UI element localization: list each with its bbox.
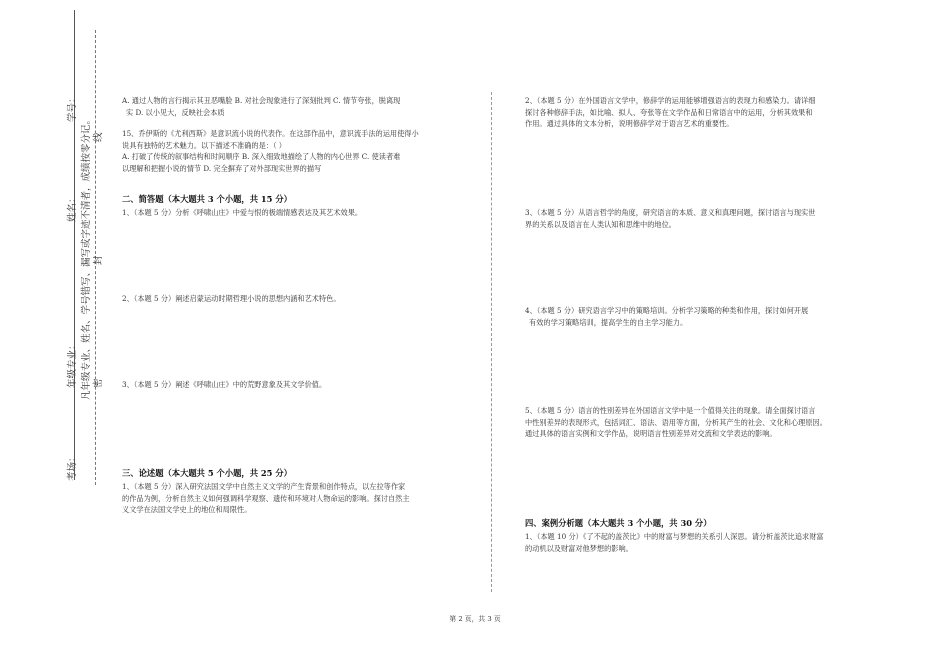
label-xingming: 姓名： (67, 193, 78, 222)
column-divider (491, 92, 492, 592)
section-4-heading: 四、案例分析题（本大题共 3 个小题，共 30 分） (525, 518, 712, 528)
section-2-heading: 二、简答题（本大题共 3 个小题，共 15 分） (122, 194, 292, 204)
binding-instruction: 凡年级专业、姓名、学号错写、漏写或字迹不清者，成绩按零分记。 (81, 114, 92, 400)
question-14-options: A. 通过人物的言行揭示其丑恶嘴脸 B. 对社会现象进行了深刻批判 C. 情节夸张，脱离现 实 D. 以小见大，反映社会本质 (122, 96, 401, 117)
section-4-question-1: 1、（本题 10 分）《了不起的盖茨比》中的财富与梦想的关系引人深思。请分析盖茨比追求财富 的动机以及财富对他梦想的影响。 (525, 532, 824, 553)
question-5: 5、（本题 5 分）语言的性别差异在外国语言文学中是一个值得关注的现象。请全面探讨语言 中性别差异的表现形式，包括词汇、语法、语用等方面，分析其产生的社会、文化和心理原因。 通过具体的语言实例和文学作品，说明语言性别差异对交流和文学表达的影响。 (525, 406, 827, 438)
seal-char-feng: 封 (93, 255, 104, 265)
page-footer: 第 2 页，共 3 页 (449, 615, 501, 623)
section-3-question-1: 1、（本题 5 分）深入研究法国文学中自然主义文学的产生背景和创作特点，以左拉等作家 的作品为例，分析自然主义如何强调科学观察、遗传和环境对人物命运的影响。探讨自然主 义文学在法国文学史上的地位和局限性。 (122, 482, 410, 514)
label-xuehao: 学号： (67, 93, 78, 122)
binding-margin (0, 0, 110, 672)
seal-char-mi: 密 (93, 378, 104, 388)
label-nianji: 年级专业： (67, 340, 78, 388)
label-kaochang: 考场： (67, 452, 78, 481)
question-15: 15、乔伊斯的《尤利西斯》是意识流小说的代表作。在这部作品中，意识流手法的运用使得小 说具有独特的艺术魅力。以下描述不准确的是：（ ） A. 打破了传统的叙事结构和时间顺序 B. 深入细致地描绘了人物的内心世界 C. 使读者难 以理解和把握小说的情节 D. 完全摒弃了对外部现实世界的描写 (122, 129, 419, 173)
section-2-question-2: 2、（本题 5 分）阐述启蒙运动时期哲理小说的思想内涵和艺术特色。 (122, 294, 341, 303)
section-2-question-1: 1、（本题 5 分）分析《呼啸山庄》中爱与恨的极端情感表达及其艺术效果。 (122, 208, 363, 217)
section-2-question-3: 3、（本题 5 分）阐述《呼啸山庄》中的荒野意象及其文学价值。 (122, 380, 327, 389)
question-3: 3、（本题 5 分）从语言哲学的角度，研究语言的本质、意义和真理问题，探讨语言与现实世 界的关系以及语言在人类认知和思维中的地位。 (525, 208, 816, 229)
question-2: 2、（本题 5 分）在外国语言文学中，修辞学的运用能够增强语言的表现力和感染力。请详细 探讨各种修辞手法，如比喻、拟人、夸张等在文学作品和日常语言中的运用，分析其效果和 作用。通过具体的文本分析，说明修辞学对于语言艺术的重要性。 (525, 96, 816, 128)
question-4: 4、（本题 5 分）研究语言学习中的策略培训。分析学习策略的种类和作用，探讨如何开展 有效的学习策略培训，提高学生的自主学习能力。 (525, 306, 809, 327)
section-3-heading: 三、论述题（本大题共 5 个小题，共 25 分） (122, 468, 292, 478)
binding-solid-line (74, 10, 75, 480)
seal-char-xian: 线 (93, 132, 104, 142)
